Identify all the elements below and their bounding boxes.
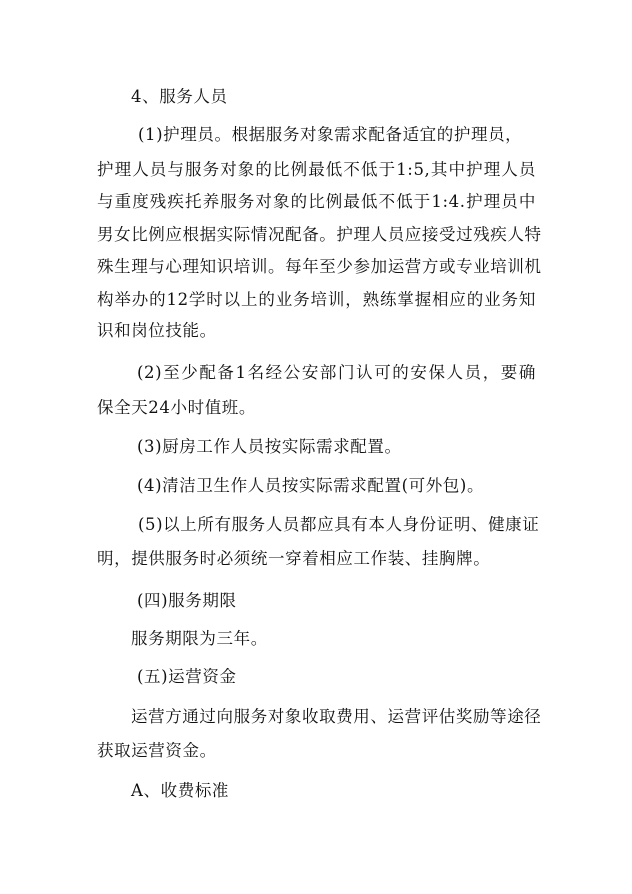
paragraph-line: 获取运营资金。 (97, 741, 217, 760)
paragraph-line: (3)厨房工作人员按实际需求配置。 (137, 437, 402, 456)
paragraph-line: (2)至少配备1名经公安部门认可的安保人员，要确 (137, 363, 536, 382)
paragraph-line: 护理人员与服务对象的比例最低不低于1:5,其中护理人员 (97, 160, 536, 179)
section-heading-operating-funds: (五)运营资金 (137, 667, 237, 686)
paragraph-line: 保全天24小时值班。 (97, 398, 256, 417)
paragraph-line: (5)以上所有服务人员都应具有本人身份证明、健康证 (138, 515, 540, 534)
paragraph-line: 识和岗位技能。 (97, 321, 217, 340)
paragraph-line: 服务期限为三年。 (131, 629, 268, 648)
paragraph-line: 构举办的12学时以上的业务培训，熟练掌握相应的业务知 (97, 290, 536, 309)
section-heading-service-staff: 4、服务人员 (131, 87, 228, 106)
paragraph-line: 与重度残疾托养服务对象的比例最低不低于1:4.护理员中 (97, 192, 536, 211)
section-heading-service-period: (四)服务期限 (137, 591, 237, 610)
paragraph-line: (4)清洁卫生作人员按实际需求配置(可外包)。 (137, 476, 485, 495)
paragraph-line: 明，提供服务时必须统一穿着相应工作装、挂胸牌。 (97, 549, 491, 568)
paragraph-line: (1)护理员。根据服务对象需求配备适宜的护理员， (138, 125, 523, 144)
paragraph-line: 男女比例应根据实际情况配备。护理人员应接受过残疾人特 (97, 225, 542, 244)
section-heading-fee-standard: A、收费标准 (131, 781, 230, 800)
paragraph-line: 运营方通过向服务对象收取费用、运营评估奖励等途径 (131, 707, 542, 726)
paragraph-line: 殊生理与心理知识培训。每年至少参加运营方或专业培训机 (97, 257, 542, 276)
